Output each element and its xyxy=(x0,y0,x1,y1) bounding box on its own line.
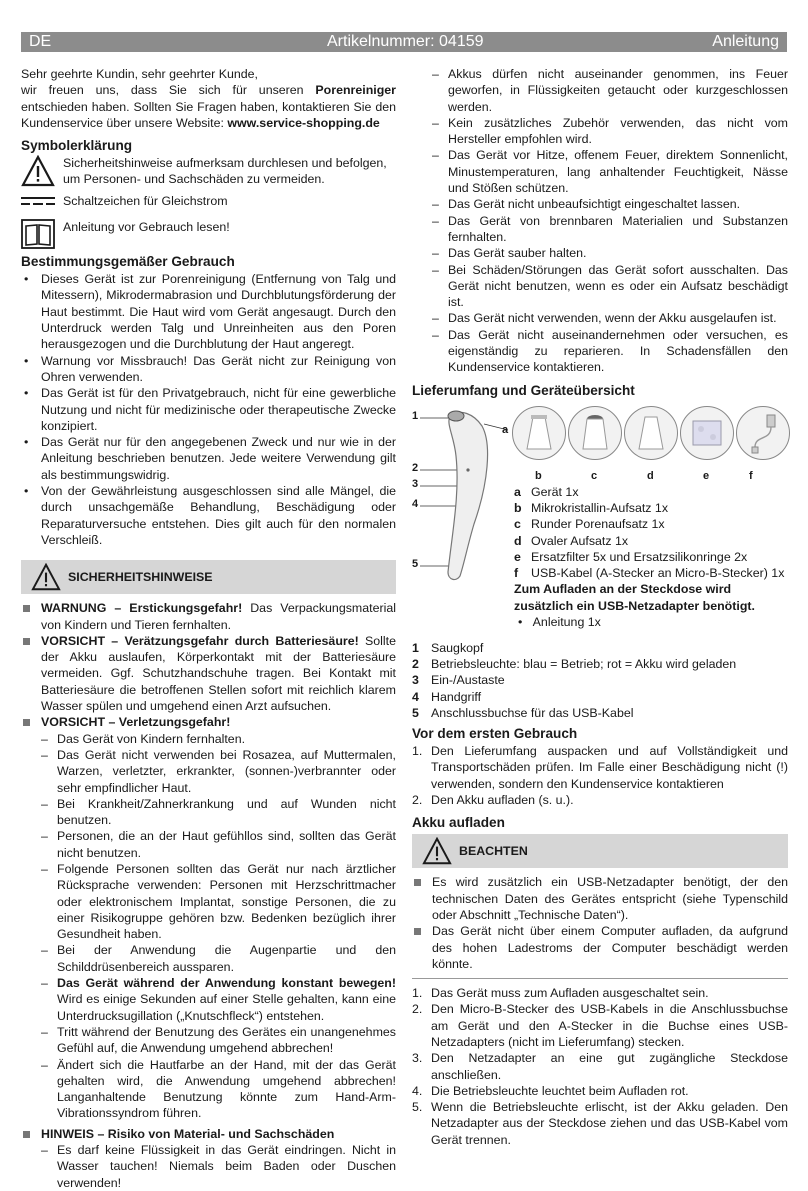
warning-triangle-icon xyxy=(21,155,55,187)
website-link[interactable]: www.service-shopping.de xyxy=(227,115,380,130)
list-item: – Folgende Personen sollten das Gerät nur nach ärztlicher Rücksprache verwenden: Personen mit Herzschrittmacher oder elektronischem Implantat, sonstige Personen, die zu einer Risikogruppe gehören bzw. Bedenken bezüglich ihrer Gesundheit haben. xyxy=(41,861,396,942)
list-item: 2 Betriebsleuchte: blau = Betrieb; rot = Akku wird geladen xyxy=(412,656,737,671)
symbol-manual: Anleitung vor Gebrauch lesen! xyxy=(21,219,396,249)
usage-heading: Bestimmungsgemäßer Gebrauch xyxy=(21,254,235,270)
list-item: 4 Handgriff xyxy=(412,689,482,704)
list-item: – Es darf keine Flüssigkeit in das Gerät eindringen. Nicht in Wasser tauchen! Niemals beim Baden oder Duschen verwenden! xyxy=(41,1142,396,1191)
note-title: BEACHTEN xyxy=(459,844,528,859)
list-item: – Das Gerät sauber halten. xyxy=(432,245,788,261)
list-item: – Das Gerät von Kindern fernhalten. xyxy=(41,731,396,747)
list-item: – Das Gerät nicht auseinandernehmen oder versuchen, es eigenständig zu reparieren. In Schadensfällen den Kundenservice kontaktieren. xyxy=(432,327,788,376)
figure-letter: f xyxy=(749,469,753,482)
safety-banner xyxy=(21,560,396,594)
list-item: b Mikrokristallin-Aufsatz 1x xyxy=(514,500,669,515)
delivery-list xyxy=(514,484,790,631)
crystal-attachment-icon xyxy=(513,407,565,459)
list-item: – Das Gerät vor Hitze, offenem Feuer, direktem Sonnenlicht, Minustemperaturen, lang anhaltender Feuchtigkeit, Nässe und Stößen schützen. xyxy=(432,147,788,196)
attachment-d-image xyxy=(624,406,678,460)
list-item: – Das Gerät nicht unbeaufsichtigt eingeschaltet lassen. xyxy=(432,196,788,212)
figure-number: 5 xyxy=(412,557,419,570)
hint-list-continued xyxy=(412,66,788,376)
hint-list xyxy=(21,1142,396,1191)
warning-suffocation: WARNUNG – Erstickungsgefahr! Das Verpackungsmaterial von Kindern und Tieren fernhalten. xyxy=(21,600,396,633)
language-code: DE xyxy=(29,33,52,50)
list-item: – Bei Schäden/Störungen das Gerät sofort ausschalten. Das Gerät nicht benutzen, wenn es oder ein Aufsatz beschädigt ist. xyxy=(432,262,788,311)
filters-e-image xyxy=(680,406,734,460)
safety-title: SICHERHEITSHINWEISE xyxy=(68,570,213,585)
figure-number: 3 xyxy=(412,477,419,490)
list-item: 1. Das Gerät muss zum Aufladen ausgeschaltet sein. xyxy=(412,986,709,1001)
right-column xyxy=(412,66,788,1148)
list-item: e Ersatzfilter 5x und Ersatzsilikonringe 2x xyxy=(514,549,748,564)
warning-triangle-icon xyxy=(31,563,61,591)
round-attachment-icon xyxy=(569,407,621,459)
hint-material-damage: HINWEIS – Risiko von Material- und Sachschäden xyxy=(21,1126,396,1142)
attachment-c-image xyxy=(568,406,622,460)
usb-cable-icon xyxy=(737,407,789,459)
attachment-b-image xyxy=(512,406,566,460)
figure-letter: e xyxy=(703,469,710,482)
note-item: Es wird zusätzlich ein USB-Netzadapter benötigt, der den technischen Daten des Gerätes entspricht (siehe Typenschild oder Abschnitt „Technische Daten“). xyxy=(412,874,788,923)
list-item: 4. Die Betriebsleuchte leuchtet beim Aufladen rot. xyxy=(412,1083,689,1098)
list-item: – Tritt während der Benutzung des Gerätes ein unangenehmes Gefühl auf, die Anwendung umgehend abbrechen! xyxy=(41,1024,396,1057)
list-item: – Bei der Anwendung die Augenpartie und den Schilddrüsenbereich aussparen. xyxy=(41,942,396,975)
list-item: – Akkus dürfen nicht auseinander genommen, ins Feuer geworfen, in Flüssigkeiten getaucht oder kurzgeschlossen werden. xyxy=(432,66,788,115)
replacement-filters-icon xyxy=(681,407,733,459)
list-item: – Personen, die an der Haut gefühllos sind, sollten das Gerät nicht benutzen. xyxy=(41,828,396,861)
figure-letter: b xyxy=(535,469,542,482)
direct-current-icon xyxy=(21,193,55,209)
list-item: • Von der Gewährleistung ausgeschlossen sind alle Mängel, die durch unsachgemäße Behandlung, Beschädigung oder Reparaturversuche entstehen. Dies gilt auch für den normalen Verschleiß. xyxy=(21,483,396,548)
list-item: 2. Den Micro-B-Stecker des USB-Kabels in die Anschlussbuchse am Gerät und den A-Stecker in die Buchse eines USB-Netzadapters (nicht im Lieferumfang) stecken. xyxy=(412,1002,788,1049)
list-item: 1. Den Lieferumfang auspacken und auf Vollständigkeit und Transportschäden prüfen. Im Falle einer Beschädigung nicht (!) verwenden, sondern den Kundenservice kontaktieren xyxy=(412,744,788,791)
caution-battery-acid: VORSICHT – Verätzungsgefahr durch Batteriesäure! Sollte der Akku auslaufen, Körperkontakt mit der Batteriesäure vermeiden. Ggf. Schutzhandschuhe tragen. Bei Kontakt mit Batteriesäure die betroffenen Stellen sofort mit reichlich klarem Wasser spülen und umgehend einen Arzt aufsuchen. xyxy=(21,633,396,714)
list-item: • Das Gerät nur für den angegebenen Zweck und nur wie in der Anleitung beschrieben benutzen. Jede weitere Verwendung gilt als bestimmungswidrig. xyxy=(21,434,396,483)
figure-letter: c xyxy=(591,469,598,482)
list-item: a Gerät 1x xyxy=(514,484,579,499)
list-item: – Ändert sich die Hautfarbe an der Hand, mit der das Gerät gehalten wird, die Anwendung umgehend abbrechen! Langanhaltende Benutzung könnte zum Hand-Arm-Vibrationssyndrom führen. xyxy=(41,1057,396,1122)
list-item: 5 Anschlussbuchse für das USB-Kabel xyxy=(412,705,634,720)
list-item: f USB-Kabel (A-Stecker an Micro-B-Stecker) 1x xyxy=(514,566,785,581)
list-item: c Runder Porenaufsatz 1x xyxy=(514,517,665,532)
figure-number: 4 xyxy=(412,497,419,510)
list-item: 5. Wenn die Betriebsleuchte erlischt, ist der Akku geladen. Den Netzadapter aus der Steckdose ziehen und das USB-Kabel vom Gerät trennen. xyxy=(412,1100,788,1147)
left-column xyxy=(21,66,396,1191)
parts-list xyxy=(412,640,788,721)
caution-injury: VORSICHT – Verletzungsgefahr! xyxy=(21,714,396,730)
figure-number: 2 xyxy=(412,461,419,474)
usb-cable-f-image xyxy=(736,406,790,460)
document-type: Anleitung xyxy=(712,33,779,50)
intro-paragraph: wir freuen uns, dass Sie sich für unseren Porenreiniger entschieden haben. Sollten Sie Fragen haben, kontaktieren Sie den Kundenservice über unsere Website: www.service-shopping.de xyxy=(21,83,396,130)
symbol-warning: Sicherheitshinweise aufmerksam durchlesen und befolgen, um Personen- und Sachschäden zu vermeiden. xyxy=(21,155,396,191)
symbols-heading: Symbolerklärung xyxy=(21,138,133,154)
list-item: – Das Gerät nicht verwenden, wenn der Akku ausgelaufen ist. xyxy=(432,310,788,326)
list-item: • Dieses Gerät ist zur Porenreinigung (Entfernung von Talg und Mitessern), Mikrodermabrasion und Durchblutungsförderung der Haut bestimmt. Die Haut wird vom Gerät angesaugt. Durch den Unterdruck werden Talg und Unreinheiten aus den Poren herausgezogen und die Durchblutung der Haut angeregt. xyxy=(21,271,396,352)
article-number: Artikelnummer: 04159 xyxy=(327,33,484,50)
figure-letter: d xyxy=(647,469,654,482)
list-item: 1 Saugkopf xyxy=(412,640,484,655)
list-item: – Das Gerät nicht verwenden bei Rosazea, auf Muttermalen, Warzen, verletzter, erkrankter, (sonnen-)verbrannter oder sehr empfindlicher Haut. xyxy=(41,747,396,796)
greeting: Sehr geehrte Kundin, sehr geehrter Kunde, xyxy=(21,67,258,81)
open-book-icon xyxy=(21,219,55,249)
charging-heading: Akku aufladen xyxy=(412,815,505,831)
injury-list xyxy=(21,731,396,1122)
list-item: – Das Gerät von brennbaren Materialien und Substanzen fernhalten. xyxy=(432,213,788,246)
first-use-heading: Vor dem ersten Gebrauch xyxy=(412,726,578,742)
symbol-dc: Schaltzeichen für Gleichstrom xyxy=(21,193,396,215)
usage-list xyxy=(21,271,396,548)
list-item: – Bei Krankheit/Zahnerkrankung und auf Wunden nicht benutzen. xyxy=(41,796,396,829)
adapter-note: Zum Aufladen an der Steckdose wird zusätzlich ein USB-Netzadapter benötigt. xyxy=(514,582,755,613)
list-item: d Ovaler Aufsatz 1x xyxy=(514,533,629,548)
note-banner xyxy=(412,834,788,868)
divider xyxy=(412,978,788,979)
note-item: Das Gerät nicht über einem Computer aufladen, da aufgrund des hohen Ladestroms der Computer beschädigt werden könnte. xyxy=(412,923,788,972)
list-item: – Das Gerät während der Anwendung konstant bewegen! Wird es einige Sekunden auf einer Stelle gehalten, kann eine Unterdrucksugillation („Knutschfleck“) entstehen. xyxy=(41,975,396,1024)
list-item: – Kein zusätzliches Zubehör verwenden, das nicht vom Hersteller empfohlen wird. xyxy=(432,115,788,148)
list-item: 3. Den Netzadapter an eine gut zugängliche Steckdose anschließen. xyxy=(412,1051,788,1082)
product-figure xyxy=(412,404,788,630)
oval-attachment-icon xyxy=(625,407,677,459)
list-item: 2. Den Akku aufladen (s. u.). xyxy=(412,793,574,808)
list-item: • Anleitung 1x xyxy=(518,615,601,630)
figure-letter: a xyxy=(502,423,509,436)
delivery-heading: Lieferumfang und Geräteübersicht xyxy=(412,382,635,398)
list-item: 3 Ein-/Austaste xyxy=(412,673,505,688)
device-illustration xyxy=(412,404,512,586)
figure-number: 1 xyxy=(412,409,419,422)
page-header xyxy=(21,32,787,52)
list-item: • Das Gerät ist für den Privatgebrauch, nicht für eine gewerbliche Nutzung und nicht für medizinische oder therapeutische Zwecke konzipiert. xyxy=(21,385,396,434)
list-item: • Warnung vor Missbrauch! Das Gerät nicht zur Reinigung von Ohren verwenden. xyxy=(21,353,396,386)
warning-triangle-icon xyxy=(422,837,452,865)
